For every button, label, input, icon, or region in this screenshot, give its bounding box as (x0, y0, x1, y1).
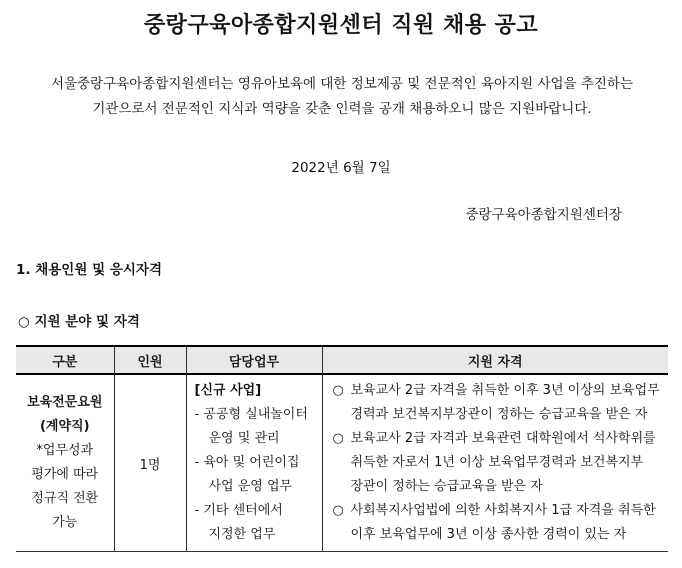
duty-line: 지정한 업무 (208, 527, 276, 542)
qualification-line: 보육교사 2급 자격을 취득한 이후 3년 이상의 보육업무 (350, 383, 660, 398)
column-header: 구분 (16, 346, 114, 374)
headcount-cell: 1명 (114, 374, 186, 552)
table-header-row (16, 346, 668, 374)
issuer-name: 중랑구육아종합지원센터장 (465, 207, 622, 223)
duty-line: 사업 운영 업무 (208, 479, 293, 494)
duty-line: - 육아 및 어린이집 (194, 455, 300, 470)
circle-bullet-icon: ○ (332, 503, 344, 518)
duty-line: 운영 및 관리 (208, 431, 280, 446)
position-cell (16, 374, 114, 552)
duty-item (195, 403, 318, 451)
qualification-item (333, 499, 663, 547)
position-line: (계약직) (39, 419, 90, 434)
position-line: *업무성과 (36, 443, 94, 458)
qualification-item (333, 427, 663, 499)
qualification-line: 사회복지사업법에 의한 사회복지사 1급 자격을 취득한 (350, 503, 656, 518)
qualification-line: 장관이 정하는 승급교육을 받은 자 (350, 479, 543, 494)
duty-item (195, 451, 318, 499)
position-line: 정규직 전환 (31, 491, 99, 506)
qualification-line: 보육교사 2급 자격과 보육관련 대학원에서 석사학위를 (350, 431, 656, 446)
qualification-item (333, 379, 663, 427)
qualification-line: 취득한 자로서 1년 이상 보육업무경력과 보건복지부 (350, 455, 644, 470)
table-row (16, 374, 668, 552)
intro-paragraph (20, 72, 664, 122)
intro-line: 기관으로서 전문적인 지식과 역량을 갖춘 인력을 공개 채용하오니 많은 지원바랍니다. (92, 101, 592, 117)
duty-item (195, 499, 318, 547)
column-header: 인원 (114, 346, 186, 374)
announcement-date: 2022년 6월 7일 (291, 160, 391, 176)
section-heading: 1. 채용인원 및 응시자격 (16, 262, 162, 278)
duties-cell (186, 374, 322, 552)
page-title: 중랑구육아종합지원센터 직원 채용 공고 (143, 13, 539, 38)
intro-line: 서울중랑구육아종합지원센터는 영유아보육에 대한 정보제공 및 전문적인 육아지원 사업을 추진하는 (50, 76, 634, 92)
subsection-heading: ○ 지원 분야 및 자격 (18, 314, 140, 330)
column-header: 담당업무 (186, 346, 322, 374)
circle-bullet-icon: ○ (332, 431, 344, 446)
qualifications-cell (322, 374, 668, 552)
position-line: 평가에 따라 (31, 467, 99, 482)
duty-line: - 기타 센터에서 (194, 503, 283, 518)
duty-heading: [신규 사업] (194, 383, 262, 398)
circle-bullet-icon: ○ (332, 383, 344, 398)
duty-line: - 공공형 실내놀이터 (194, 407, 308, 422)
column-header: 지원 자격 (322, 346, 668, 374)
recruitment-table (16, 345, 668, 552)
position-line: 보육전문요원 (27, 395, 103, 410)
qualification-line: 경력과 보건복지부장관이 정하는 승급교육을 받은 자 (350, 407, 648, 422)
position-line: 가능 (52, 515, 78, 530)
qualification-line: 이후 보육업무에 3년 이상 종사한 경력이 있는 자 (350, 527, 627, 542)
